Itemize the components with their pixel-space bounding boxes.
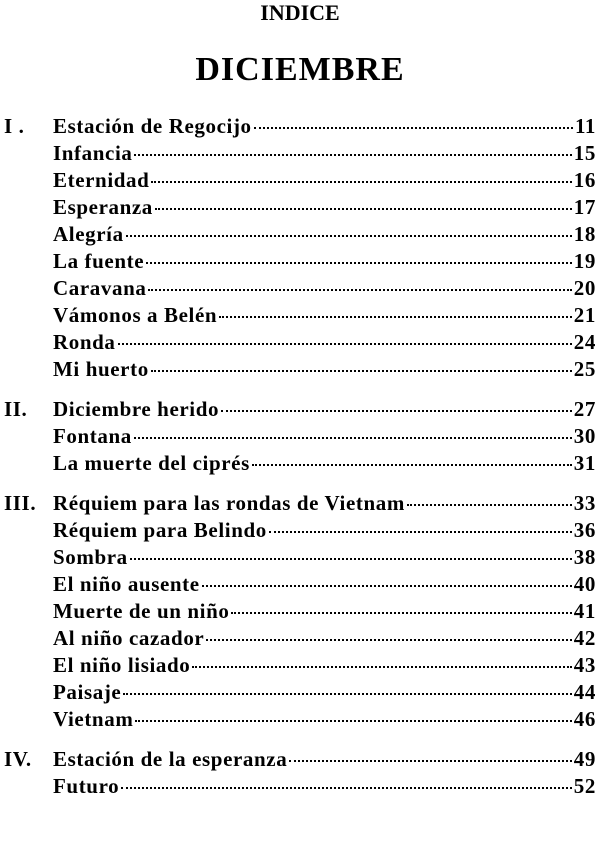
entry-title: Ronda: [53, 330, 116, 354]
page-number: 42: [573, 626, 596, 650]
table-of-contents: [0, 113, 600, 813]
toc-entry: [0, 194, 600, 221]
toc-entry: [0, 679, 600, 706]
entry-title: Futuro: [53, 774, 120, 798]
entry-title: Al niño cazador: [53, 626, 205, 650]
dot-leader: [252, 464, 572, 466]
page-number: 38: [573, 545, 596, 569]
toc-entry: [0, 450, 600, 477]
entry-title: Fontana: [53, 424, 132, 448]
toc-entry: [0, 356, 600, 383]
page-number: 17: [573, 195, 596, 219]
page-number: 46: [573, 707, 596, 731]
page-number: 24: [573, 330, 596, 354]
page-number: 16: [573, 168, 596, 192]
toc-entry: [0, 652, 600, 679]
entry-title: Vámonos a Belén: [53, 303, 218, 327]
toc-entry: [0, 544, 600, 571]
page-number: 27: [573, 397, 596, 421]
dot-leader: [134, 437, 572, 439]
toc-entry: [0, 302, 600, 329]
toc-entry: [0, 490, 600, 517]
dot-leader: [289, 760, 571, 762]
toc-section: [0, 113, 600, 383]
page-number: 11: [574, 114, 596, 138]
toc-entry: [0, 329, 600, 356]
page-number: 20: [573, 276, 596, 300]
page-number: 40: [573, 572, 596, 596]
page-number: 21: [573, 303, 596, 327]
entry-title: Estación de la esperanza: [53, 747, 288, 771]
dot-leader: [121, 787, 572, 789]
entry-title: Alegría: [53, 222, 124, 246]
entry-title: Infancia: [53, 141, 133, 165]
page-number: 30: [573, 424, 596, 448]
toc-entry: [0, 773, 600, 800]
section-numeral: IV.: [4, 747, 32, 771]
toc-entry: [0, 746, 600, 773]
entry-title: Caravana: [53, 276, 147, 300]
toc-entry: [0, 248, 600, 275]
entry-title: Diciembre herido: [53, 397, 220, 421]
dot-leader: [206, 639, 571, 641]
entry-title: El niño ausente: [53, 572, 200, 596]
entry-title: Vietnam: [53, 707, 134, 731]
page-number: 31: [573, 451, 596, 475]
dot-leader: [269, 531, 572, 533]
dot-leader: [254, 127, 573, 129]
toc-entry: [0, 140, 600, 167]
page-number: 43: [573, 653, 596, 677]
toc-entry: [0, 517, 600, 544]
dot-leader: [148, 289, 571, 291]
toc-section: [0, 490, 600, 733]
index-heading: INDICE: [260, 0, 340, 25]
toc-entry: [0, 221, 600, 248]
toc-entry: [0, 625, 600, 652]
dot-leader: [151, 370, 572, 372]
dot-leader: [221, 410, 572, 412]
entry-title: Paisaje: [53, 680, 122, 704]
page-number: 52: [573, 774, 596, 798]
toc-section: [0, 746, 600, 800]
entry-title: La muerte del ciprés: [53, 451, 250, 475]
toc-entry: [0, 571, 600, 598]
dot-leader: [192, 666, 571, 668]
entry-title: La fuente: [53, 249, 145, 273]
toc-section: [0, 396, 600, 477]
page-number: 33: [573, 491, 596, 515]
page-number: 36: [573, 518, 596, 542]
toc-entry: [0, 167, 600, 194]
toc-entry: [0, 113, 600, 140]
dot-leader: [155, 208, 572, 210]
entry-title: Esperanza: [53, 195, 153, 219]
entry-title: Réquiem para Belindo: [53, 518, 267, 542]
dot-leader: [219, 316, 572, 318]
page-number: 41: [573, 599, 596, 623]
toc-entry: [0, 706, 600, 733]
toc-entry: [0, 396, 600, 423]
section-numeral: III.: [4, 491, 37, 515]
page-number: 15: [573, 141, 596, 165]
page-number: 18: [573, 222, 596, 246]
page-number: 44: [573, 680, 596, 704]
dot-leader: [407, 504, 572, 506]
entry-title: Mi huerto: [53, 357, 149, 381]
section-numeral: II.: [4, 397, 28, 421]
entry-title: El niño lisiado: [53, 653, 191, 677]
page-number: 19: [573, 249, 596, 273]
page-number: 49: [573, 747, 596, 771]
dot-leader: [146, 262, 572, 264]
entry-title: Muerte de un niño: [53, 599, 230, 623]
dot-leader: [135, 720, 571, 722]
toc-entry: [0, 598, 600, 625]
dot-leader: [231, 612, 571, 614]
section-numeral: I .: [4, 114, 25, 138]
dot-leader: [202, 585, 572, 587]
page-number: 25: [573, 357, 596, 381]
dot-leader: [134, 154, 571, 156]
entry-title: Sombra: [53, 545, 128, 569]
toc-entry: [0, 423, 600, 450]
dot-leader: [118, 343, 572, 345]
dot-leader: [130, 558, 572, 560]
toc-entry: [0, 275, 600, 302]
entry-title: Eternidad: [53, 168, 150, 192]
dot-leader: [123, 693, 571, 695]
dot-leader: [151, 181, 571, 183]
entry-title: Estación de Regocijo: [53, 114, 252, 138]
dot-leader: [126, 235, 572, 237]
entry-title: Réquiem para las rondas de Vietnam: [53, 491, 405, 515]
book-title: DICIEMBRE: [195, 51, 405, 88]
